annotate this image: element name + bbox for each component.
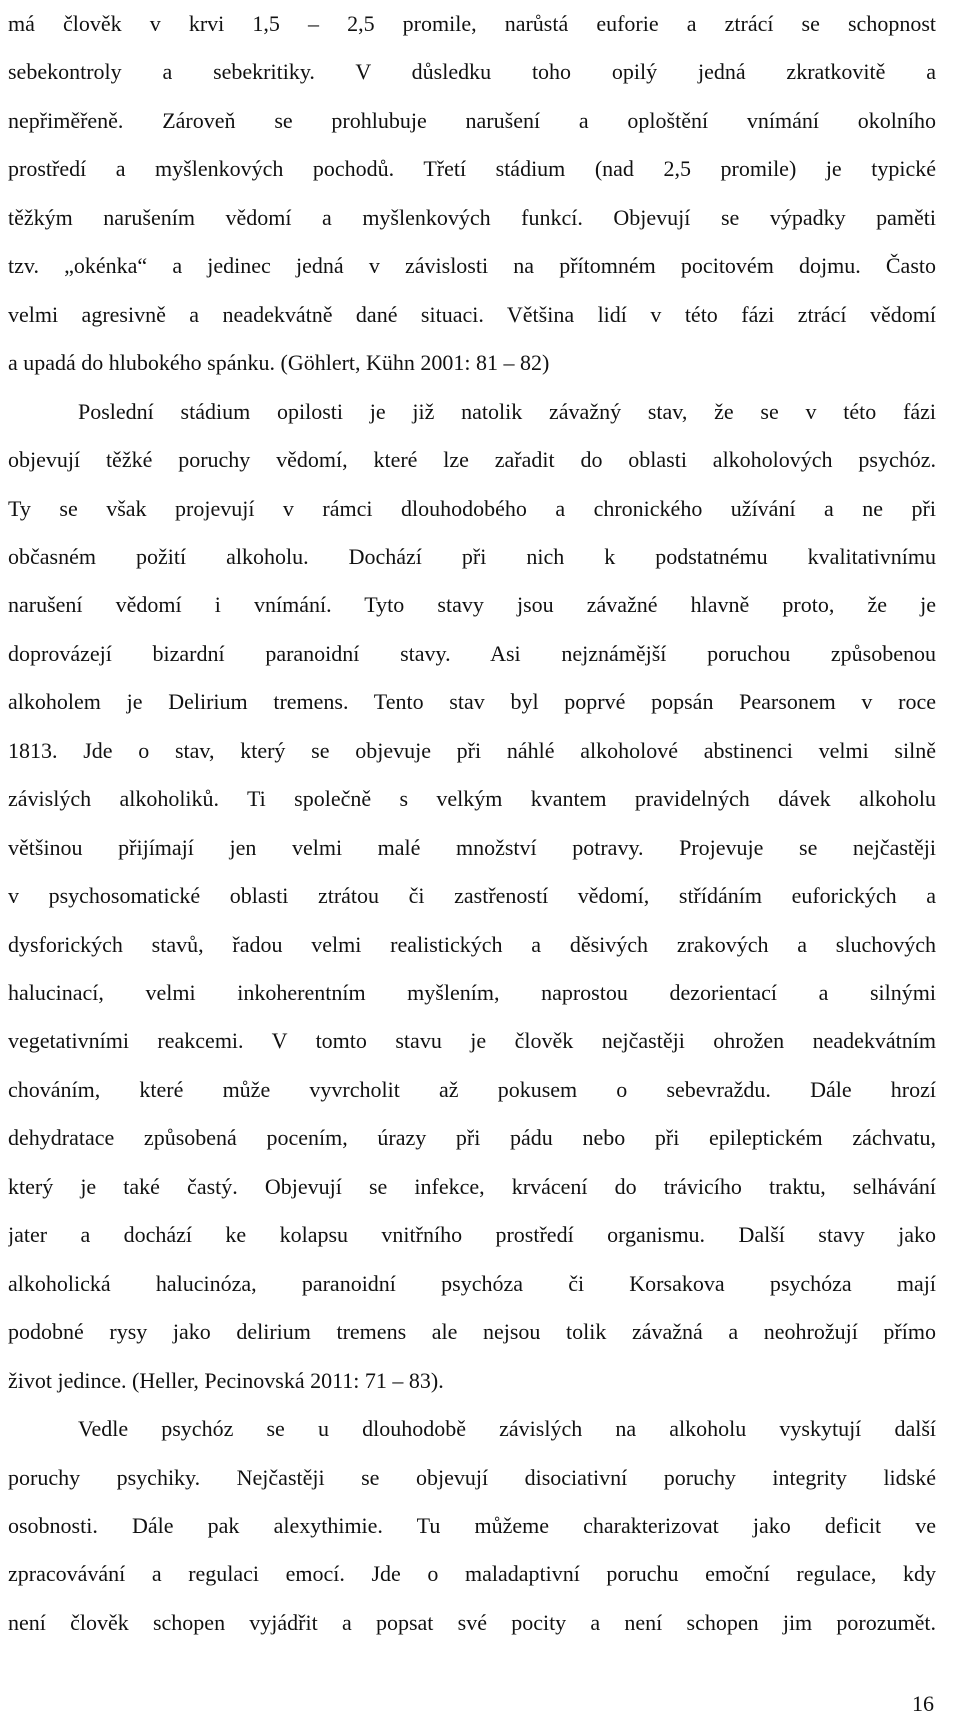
text-line: není člověk schopen vyjádřit a popsat své pocity a není schopen jim porozumět. bbox=[8, 1609, 936, 1635]
text-line: doprovázejí bizardní paranoidní stavy. Asi nejznámější poruchou způsobenou bbox=[8, 640, 936, 666]
text-line: Poslední stádium opilosti je již natolik závažný stav, že se v této fázi bbox=[78, 398, 936, 424]
text-line: alkoholická halucinóza, paranoidní psychóza či Korsakova psychóza mají bbox=[8, 1270, 936, 1296]
text-line: objevují těžké poruchy vědomí, které lze zařadit do oblasti alkoholových psychóz. bbox=[8, 447, 936, 473]
text-line: velmi agresivně a neadekvátně dané situaci. Většina lidí v této fázi ztrácí vědomí bbox=[8, 301, 936, 327]
text-line: jater a dochází ke kolapsu vnitřního prostředí organismu. Další stavy jako bbox=[8, 1222, 936, 1248]
text-line: alkoholem je Delirium tremens. Tento stav byl poprvé popsán Pearsonem v roce bbox=[8, 689, 936, 715]
text-line: Vedle psychóz se u dlouhodobě závislých na alkoholu vyskytují další bbox=[78, 1416, 936, 1442]
text-line: vegetativními reakcemi. V tomto stavu je člověk nejčastěji ohrožen neadekvátním bbox=[8, 1028, 936, 1054]
text-line: většinou přijímají jen velmi malé množství potravy. Projevuje se nejčastěji bbox=[8, 834, 936, 860]
text-line: sebekontroly a sebekritiky. V důsledku toho opilý jedná zkratkovitě a bbox=[8, 59, 936, 85]
text-line: který je také častý. Objevují se infekce, krvácení do trávicího traktu, selhávání bbox=[8, 1173, 936, 1199]
text-line: podobné rysy jako delirium tremens ale nejsou tolik závažná a neohrožují přímo bbox=[8, 1319, 936, 1345]
page-number: 16 bbox=[912, 1691, 934, 1716]
text-line: v psychosomatické oblasti ztrátou či zastřeností vědomí, střídáním euforických a bbox=[8, 883, 936, 909]
text-line: 1813. Jde o stav, který se objevuje při náhlé alkoholové abstinenci velmi silně bbox=[8, 737, 936, 763]
text-line: prostředí a myšlenkových pochodů. Třetí stádium (nad 2,5 promile) je typické bbox=[8, 156, 936, 182]
text-line: dehydratace způsobená pocením, úrazy při pádu nebo při epileptickém záchvatu, bbox=[8, 1125, 936, 1151]
text-line: narušení vědomí i vnímání. Tyto stavy jsou závažné hlavně proto, že je bbox=[8, 592, 936, 618]
text-line: poruchy psychiky. Nejčastěji se objevují disociativní poruchy integrity lidské bbox=[8, 1464, 936, 1490]
text-line: život jedince. (Heller, Pecinovská 2011: 71 – 83). bbox=[8, 1367, 444, 1393]
text-line: občasném požití alkoholu. Dochází při nich k podstatnému kvalitativnímu bbox=[8, 543, 936, 569]
text-line: nepřiměřeně. Zároveň se prohlubuje narušení a oploštění vnímání okolního bbox=[8, 107, 936, 133]
text-line: tzv. „okénka“ a jedinec jedná v závislosti na přítomném pocitovém dojmu. Často bbox=[8, 253, 936, 279]
text-line: a upadá do hlubokého spánku. (Göhlert, Kühn 2001: 81 – 82) bbox=[8, 350, 550, 376]
text-line: zpracovávání a regulaci emocí. Jde o maladaptivní poruchu emoční regulace, kdy bbox=[8, 1561, 936, 1587]
text-line: dysforických stavů, řadou velmi realistických a děsivých zrakových a sluchových bbox=[8, 931, 936, 957]
text-line: těžkým narušením vědomí a myšlenkových funkcí. Objevují se výpadky paměti bbox=[8, 204, 936, 230]
text-line: osobnosti. Dále pak alexythimie. Tu můžeme charakterizovat jako deficit ve bbox=[8, 1512, 936, 1538]
text-line: má člověk v krvi 1,5 – 2,5 promile, narůstá euforie a ztrácí se schopnost bbox=[8, 11, 936, 36]
text-line: Ty se však projevují v rámci dlouhodobého a chronického užívání a ne při bbox=[8, 495, 936, 521]
text-line: závislých alkoholiků. Ti společně s velkým kvantem pravidelných dávek alkoholu bbox=[8, 786, 936, 812]
text-line: halucinací, velmi inkoherentním myšlením, naprostou dezorientací a silnými bbox=[8, 980, 936, 1005]
text-line: chováním, které může vyvrcholit až pokusem o sebevraždu. Dále hrozí bbox=[8, 1076, 936, 1102]
